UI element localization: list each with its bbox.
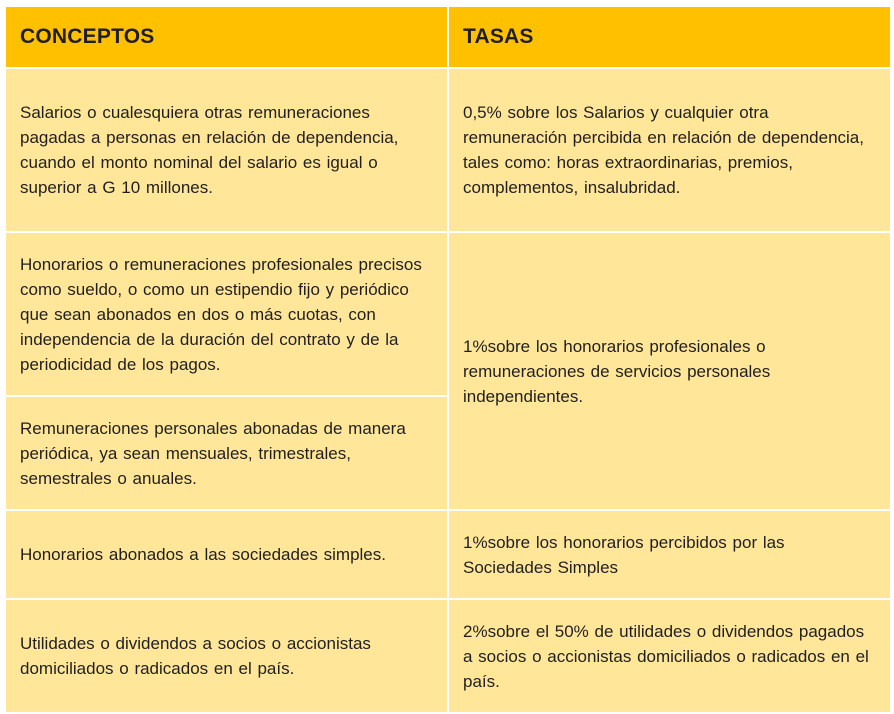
table-row xyxy=(5,232,891,396)
concept-cell: Salarios o cualesquiera otras remuneraciones pagadas a personas en relación de dependencia, cuando el monto nominal del salario es igual o superior a G 10 millones. xyxy=(5,68,448,232)
header-concepts: CONCEPTOS xyxy=(5,6,448,68)
rates-table-container xyxy=(4,5,890,691)
table-row xyxy=(5,510,891,599)
concept-cell: Honorarios abonados a las sociedades simples. xyxy=(5,510,448,599)
rate-cell: 0,5% sobre los Salarios y cualquier otra remuneración percibida en relación de dependencia, tales como: horas extraordinarias, premios, complementos, insalubridad. xyxy=(448,68,891,232)
table-row xyxy=(5,599,891,713)
rates-table xyxy=(4,5,892,714)
header-rates: TASAS xyxy=(448,6,891,68)
table-header-row xyxy=(5,6,891,68)
rate-cell-merged: 1%sobre los honorarios profesionales o remuneraciones de servicios personales independientes. xyxy=(448,232,891,510)
concept-cell: Utilidades o dividendos a socios o accionistas domiciliados o radicados en el país. xyxy=(5,599,448,713)
rate-cell: 2%sobre el 50% de utilidades o dividendos pagados a socios o accionistas domiciliados o radicados en el país. xyxy=(448,599,891,713)
rate-cell: 1%sobre los honorarios percibidos por las Sociedades Simples xyxy=(448,510,891,599)
concept-cell: Remuneraciones personales abonadas de manera periódica, ya sean mensuales, trimestrales, semestrales o anuales. xyxy=(5,396,448,510)
concept-cell: Honorarios o remuneraciones profesionales precisos como sueldo, o como un estipendio fijo y periódico que sean abonados en dos o más cuotas, con independencia de la duración del contrato y de la periodicidad de los pagos. xyxy=(5,232,448,396)
table-row xyxy=(5,68,891,232)
